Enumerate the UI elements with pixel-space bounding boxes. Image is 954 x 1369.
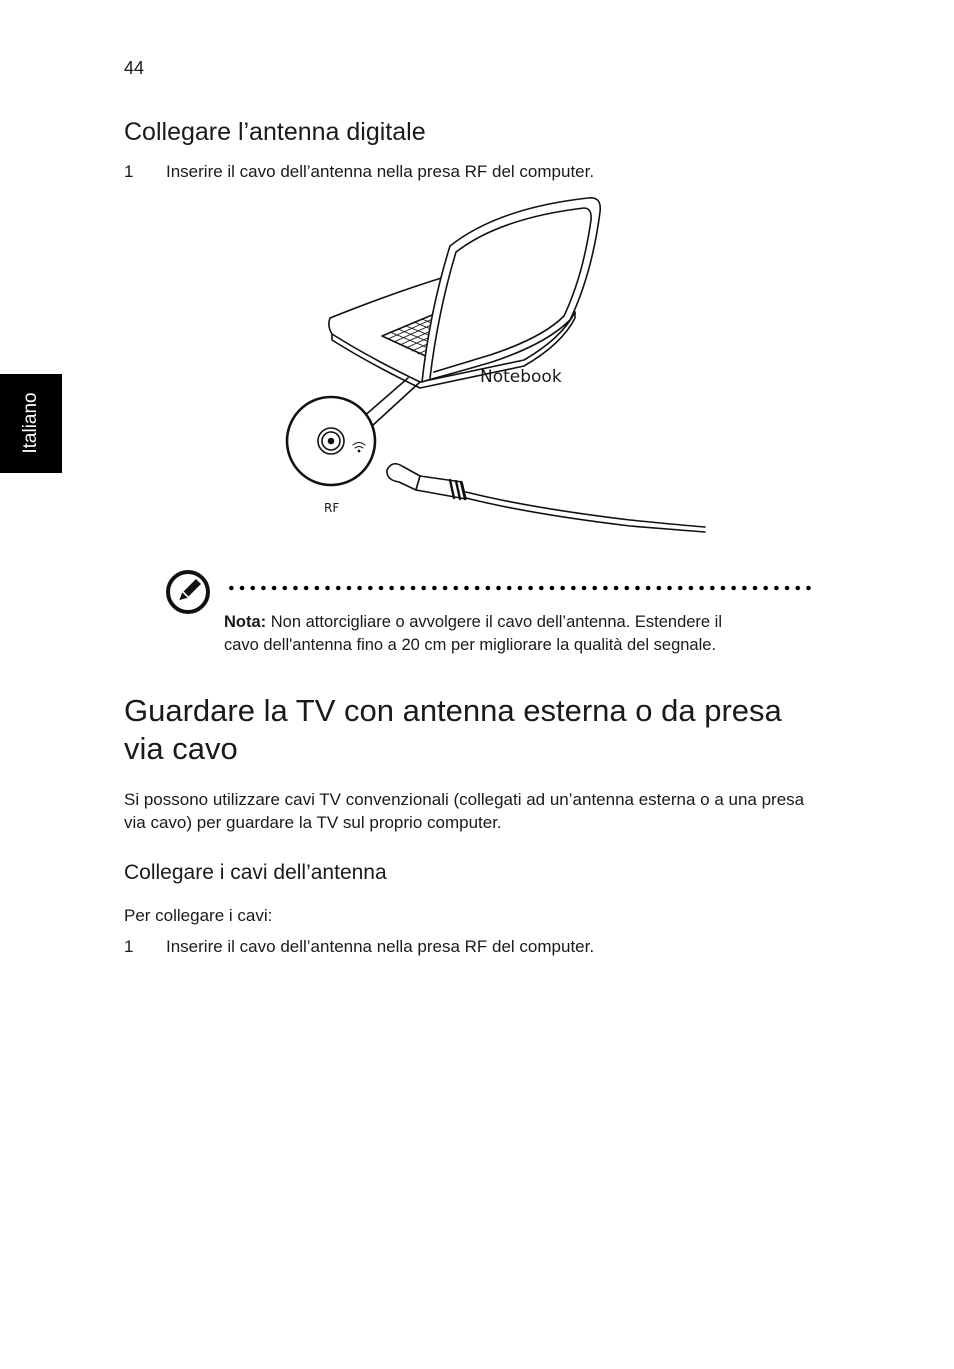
notebook-label: Notebook (480, 367, 562, 387)
note-text (224, 611, 814, 657)
rf-label: RF (324, 501, 340, 515)
note-divider (226, 585, 811, 591)
pencil-note-icon (165, 568, 213, 616)
step-number: 1 (124, 162, 134, 181)
subsection-title-antenna-cables: Collegare i cavi dell’antenna (124, 861, 387, 884)
step-text: Inserire il cavo dell’antenna nella presa RF del computer. (166, 937, 595, 956)
page-number: 44 (124, 58, 145, 78)
language-tab-label: Italiano (20, 392, 41, 454)
intro-paragraph: Si possono utilizzare cavi TV convenzionali (collegati ad un’antenna esterna o a una presa via cavo) per guardare la TV sul proprio computer. (124, 790, 805, 832)
step-text: Inserire il cavo dell’antenna nella presa RF del computer. (166, 162, 595, 181)
notebook-rf-illustration (270, 190, 730, 535)
note-label: Nota: (224, 613, 267, 631)
note-line-2: cavo dell'antenna fino a 20 cm per migliorare la qualità del segnale. (224, 636, 717, 654)
step-number: 1 (124, 937, 134, 956)
language-tab (0, 374, 62, 473)
section-title-digital-antenna: Collegare l’antenna digitale (124, 118, 426, 146)
section-title-tv-antenna: Guardare la TV con antenna esterna o da presa via cavo (124, 693, 782, 766)
lead-text: Per collegare i cavi: (124, 906, 273, 925)
note-line-1: Non attorcigliare o avvolgere il cavo dell’antenna. Estendere il (266, 613, 723, 631)
